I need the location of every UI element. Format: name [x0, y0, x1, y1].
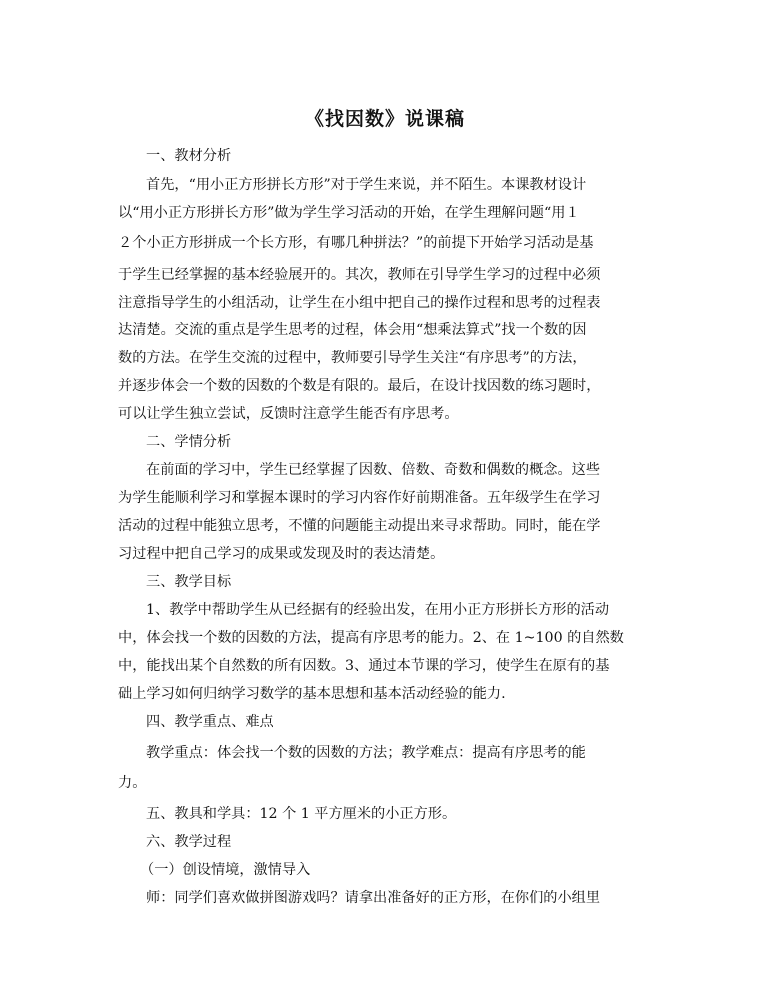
paragraph-line: 础上学习如何归纳学习数学的基本思想和基本活动经验的能力.: [118, 686, 506, 702]
paragraph-line: 力。: [118, 775, 147, 791]
paragraph-line: 数的方法。在学生交流的过程中，教师要引导学生关注“有序思考”的方法，: [118, 350, 587, 366]
section-heading-student-analysis: 二、学情分析: [146, 434, 232, 450]
section-heading-teaching-process: 六、教学过程: [146, 834, 232, 850]
paragraph-line: 1、教学中帮助学生从已经据有的经验出发，在用小正方形拼长方形的活动: [146, 602, 610, 618]
subsection-heading-situation-intro: （一）创设情境，激情导入: [140, 862, 311, 878]
paragraph-line: ２个小正方形拼成一个长方形，有哪几种拼法？”的前提下开始学习活动是基: [118, 235, 594, 251]
paragraph-line: 达清楚。交流的重点是学生思考的过程，体会用“想乘法算式”找一个数的因: [118, 322, 587, 338]
paragraph-line: 并逐步体会一个数的因数的个数是有限的。最后，在设计找因数的练习题时，: [118, 378, 601, 394]
paragraph-line: 活动的过程中能独立思考，不懂的问题能主动提出来寻求帮助。同时，能在学: [118, 518, 601, 534]
paragraph-line: 中，能找出某个自然数的所有因数。3、通过本节课的学习，使学生在原有的基: [118, 658, 610, 674]
section-heading-teaching-aids: 五、教具和学具：12 个 1 平方厘米的小正方形。: [146, 806, 457, 822]
paragraph-line: 为学生能顺利学习和掌握本课时的学习内容作好前期准备。五年级学生在学习: [118, 490, 601, 506]
section-heading-key-points: 四、教学重点、难点: [146, 714, 274, 730]
paragraph-line: 可以让学生独立尝试，反馈时注意学生能否有序思考。: [118, 406, 459, 422]
paragraph-line: 首先，“用小正方形拼长方形”对于学生来说，并不陌生。本课教材设计: [146, 177, 587, 193]
section-heading-teaching-goals: 三、教学目标: [146, 574, 232, 590]
paragraph-line: 在前面的学习中，学生已经掌握了因数、倍数、奇数和偶数的概念。这些: [146, 462, 601, 478]
paragraph-line: 中，体会找一个数的因数的方法，提高有序思考的能力。2、在 1~100 的自然数: [118, 630, 624, 646]
paragraph-line: 于学生已经掌握的基本经验展开的。其次，教师在引导学生学习的过程中必须: [118, 267, 601, 283]
paragraph-line: 以“用小正方形拼长方形”做为学生学习活动的开始，在学生理解问题“用１: [118, 205, 580, 221]
paragraph-line: 注意指导学生的小组活动，让学生在小组中把自己的操作过程和思考的过程表: [118, 295, 601, 311]
document-title: 《找因数》说课稿: [304, 108, 465, 130]
paragraph-line: 习过程中把自己学习的成果或发现及时的表达清楚。: [118, 546, 445, 562]
section-heading-textbook-analysis: 一、教材分析: [146, 148, 232, 164]
paragraph-line: 教学重点：体会找一个数的因数的方法；教学难点：提高有序思考的能: [146, 745, 586, 761]
paragraph-line: 师：同学们喜欢做拼图游戏吗？请拿出准备好的正方形，在你们的小组里: [146, 890, 601, 906]
